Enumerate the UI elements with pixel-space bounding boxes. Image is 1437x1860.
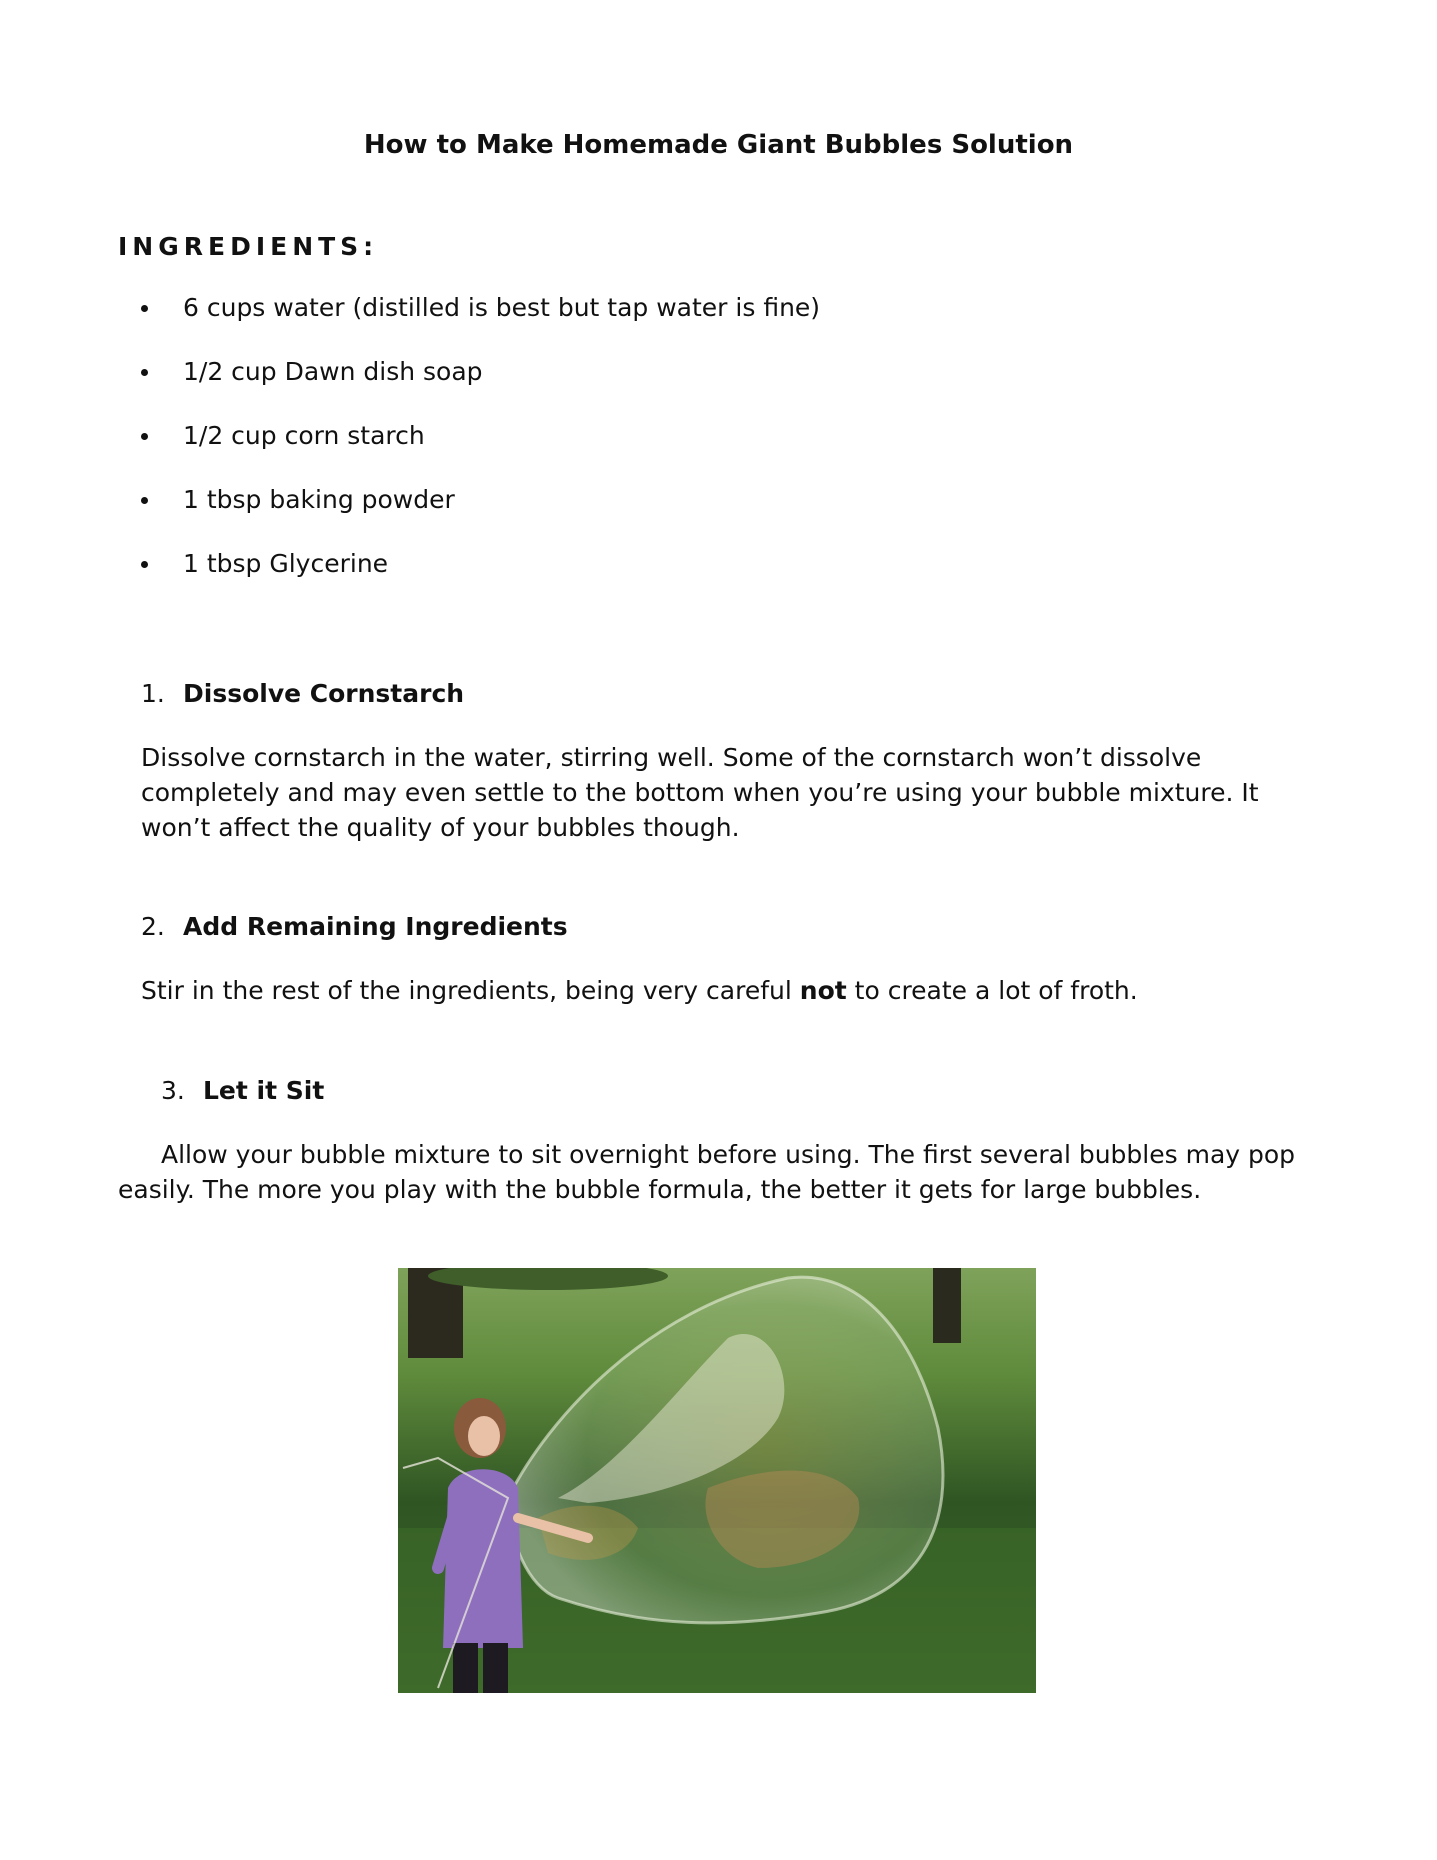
- step-number: 1.: [141, 679, 165, 708]
- step-1-heading: [141, 676, 464, 711]
- step-title: Add Remaining Ingredients: [183, 912, 568, 941]
- list-item: [138, 354, 820, 418]
- paragraph-text: Stir in the rest of the ingredients, being very careful: [141, 976, 800, 1005]
- step-3-heading: [161, 1073, 324, 1108]
- step-3-paragraph: [118, 1137, 1318, 1207]
- step-title: Dissolve Cornstarch: [183, 679, 465, 708]
- paragraph-line: Allow your bubble mixture to sit overnight before using. The first several bubbles may pop: [161, 1140, 1296, 1169]
- list-item: [138, 418, 820, 482]
- paragraph-line: easily. The more you play with the bubble formula, the better it gets for large bubbles.: [118, 1175, 1202, 1204]
- list-item: [138, 290, 820, 354]
- ingredient-text: 1/2 cup corn starch: [183, 421, 425, 450]
- paragraph-text: to create a lot of froth.: [846, 976, 1138, 1005]
- step-number: 2.: [141, 912, 165, 941]
- step-2-paragraph: [141, 973, 1341, 1008]
- ingredients-heading: INGREDIENTS:: [118, 232, 379, 261]
- step-number: 3.: [161, 1076, 185, 1105]
- ingredient-text: 1/2 cup Dawn dish soap: [183, 357, 483, 386]
- ingredient-text: 1 tbsp Glycerine: [183, 549, 389, 578]
- step-1-paragraph: [141, 740, 1341, 845]
- bullet-icon: [141, 433, 148, 440]
- list-item: [138, 482, 820, 546]
- bullet-icon: [141, 305, 148, 312]
- page-title: How to Make Homemade Giant Bubbles Solution: [363, 130, 1074, 160]
- paragraph-line: completely and may even settle to the bottom when you’re using your bubble mixture. It: [141, 778, 1259, 807]
- giant-bubble-photo: [398, 1268, 1036, 1693]
- paragraph-line: Dissolve cornstarch in the water, stirring well. Some of the cornstarch won’t dissolve: [141, 743, 1202, 772]
- ingredient-text: 1 tbsp baking powder: [183, 485, 455, 514]
- bullet-icon: [141, 497, 148, 504]
- emphasis-text: not: [799, 976, 847, 1005]
- ingredient-text: 6 cups water (distilled is best but tap water is fine): [183, 293, 821, 322]
- bullet-icon: [141, 369, 148, 376]
- list-item: [138, 546, 820, 610]
- ingredients-list: [138, 290, 820, 610]
- step-title: Let it Sit: [203, 1076, 325, 1105]
- paragraph-line: won’t affect the quality of your bubbles though.: [141, 813, 740, 842]
- bullet-icon: [141, 561, 148, 568]
- step-2-heading: [141, 909, 568, 944]
